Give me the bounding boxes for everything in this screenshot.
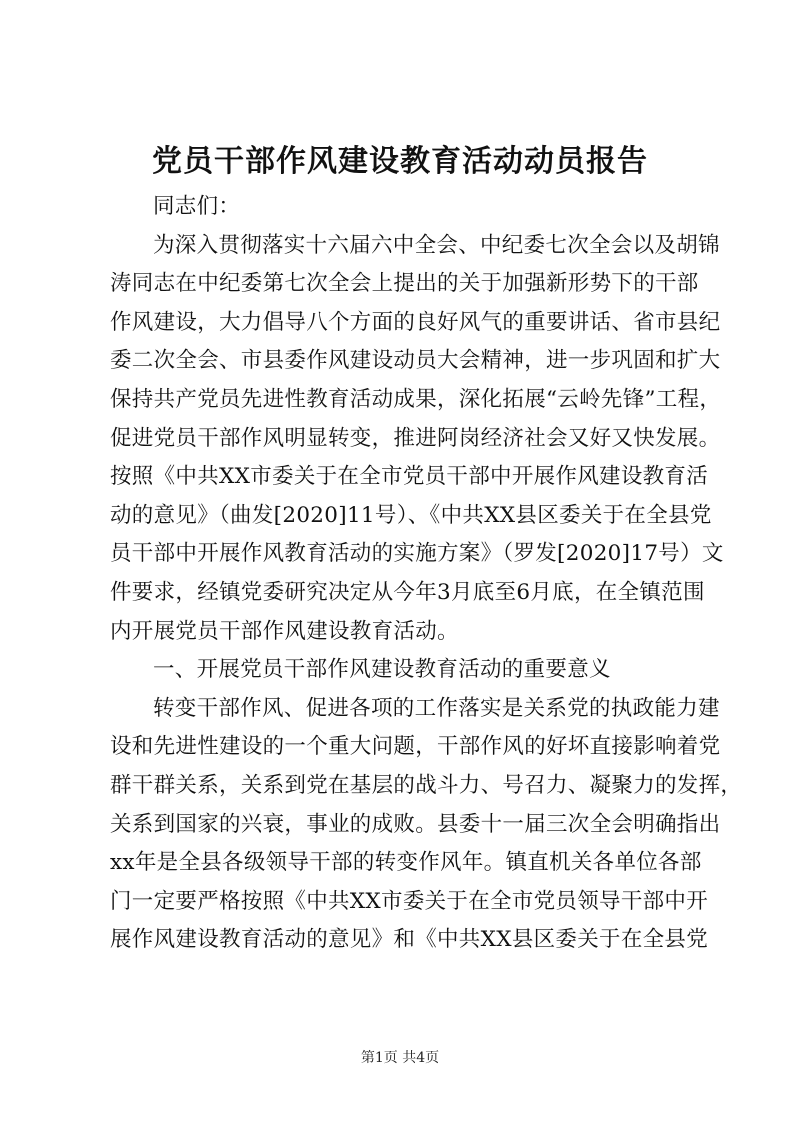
paragraph-1-line-5: 保持共产党员先进性教育活动成果，深化拓展“云岭先锋”工程， (110, 386, 722, 412)
paragraph-1-line-7: 按照《中共XX市委关于在全市党员干部中开展作风建设教育活 (110, 464, 709, 490)
paragraph-1-line-4: 委二次全会、市县委作风建设动员大会精神，进一步巩固和扩大 (110, 348, 721, 374)
paragraph-2-line-6: 门一定要严格按照《中共XX市委关于在全市党员领导干部中开 (110, 888, 709, 914)
paragraph-1-line-2: 涛同志在中纪委第七次全会上提出的关于加强新形势下的干部 (110, 271, 699, 297)
paragraph-2-line-7: 展作风建设教育活动的意见》和《中共XX县区委关于在全县党 (110, 927, 709, 953)
paragraph-2-line-5: xx年是全县各级领导干部的转变作风年。镇直机关各单位各部 (110, 850, 702, 876)
paragraph-1-line-8: 动的意见》（曲发[2020]11号）、《中共XX县区委关于在全县党 (110, 502, 712, 528)
document-body (110, 188, 743, 960)
paragraph-1-line-3: 作风建设，大力倡导八个方面的良好风气的重要讲话、省市县纪 (110, 309, 721, 335)
paragraph-2-line-3: 群干群关系，关系到党在基层的战斗力、号召力、凝聚力的发挥， (110, 772, 743, 798)
paragraph-1-line-1: 为深入贯彻落实十六届六中全会、中纪委七次全会以及胡锦 (153, 232, 720, 258)
page-number: 第1页 共4页 (360, 1050, 440, 1066)
paragraph-1-line-9: 员干部中开展作风教育活动的实施方案》（罗发[2020]17号）文 (110, 541, 724, 567)
paragraph-2-line-4: 关系到国家的兴衰，事业的成败。县委十一届三次全会明确指出 (110, 811, 721, 837)
salutation-line: 同志们： (153, 194, 241, 219)
paragraph-2-line-1: 转变干部作风、促进各项的工作落实是关系党的执政能力建 (153, 695, 720, 721)
paragraph-1-line-10: 件要求，经镇党委研究决定从今年3月底至6月底，在全镇范围 (110, 579, 705, 605)
paragraph-1-line-11: 内开展党员干部作风建设教育活动。 (110, 618, 459, 644)
paragraph-1-line-6: 促进党员干部作风明显转变，推进阿岗经济社会又好又快发展。 (110, 425, 721, 451)
document-title: 党员干部作风建设教育活动动员报告 (152, 144, 648, 179)
section-heading-1: 一、开展党员干部作风建设教育活动的重要意义 (153, 657, 611, 683)
paragraph-2-line-2: 设和先进性建设的一个重大问题，干部作风的好坏直接影响着党 (110, 734, 721, 760)
